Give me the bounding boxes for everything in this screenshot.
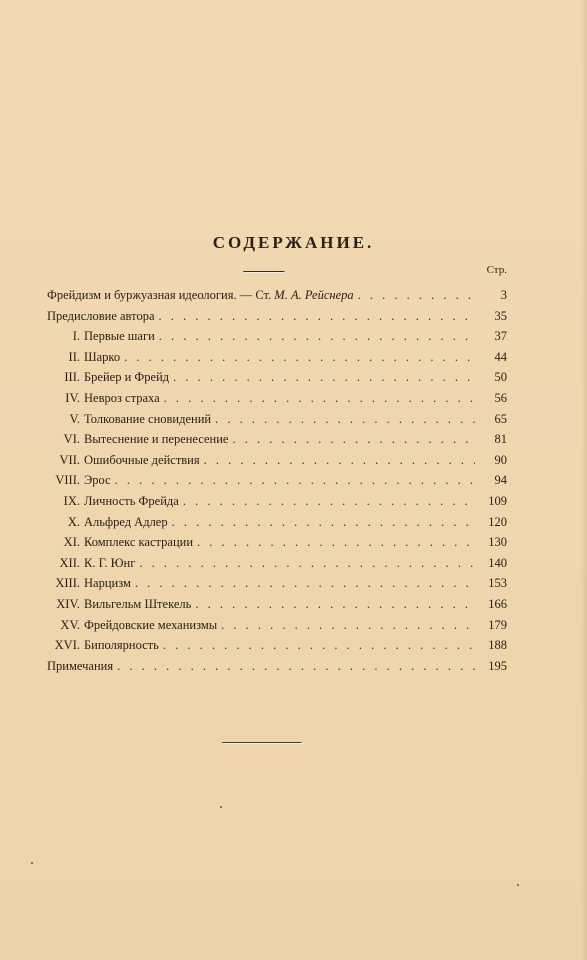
page-number: 153 xyxy=(488,576,507,591)
toc-entry xyxy=(47,535,507,556)
dot-leader xyxy=(232,432,475,447)
dot-leader xyxy=(195,597,475,612)
chapter-number: II. xyxy=(68,349,80,364)
page-number: 179 xyxy=(488,617,507,632)
page-number: 120 xyxy=(488,514,507,529)
page-number: 94 xyxy=(494,473,507,488)
dot-leader xyxy=(197,535,475,550)
page-title: СОДЕРЖАНИЕ. xyxy=(212,233,375,252)
chapter-number: XI. xyxy=(63,535,80,550)
page-number: 109 xyxy=(488,493,507,508)
dot-leader xyxy=(358,288,475,303)
page-number: 140 xyxy=(488,555,507,570)
dot-leader xyxy=(164,391,475,406)
paper-speck xyxy=(220,806,222,808)
bottom-divider xyxy=(222,742,302,744)
dot-leader xyxy=(204,453,475,468)
chapter-number: X. xyxy=(67,514,80,529)
entry-title-text: Нарцизм xyxy=(84,576,131,591)
chapter-number: V. xyxy=(69,411,80,426)
entry-title xyxy=(84,638,159,653)
dot-leader xyxy=(135,576,475,591)
toc-entry xyxy=(47,329,507,350)
toc-entry xyxy=(47,515,507,536)
chapter-number: XIV. xyxy=(56,596,80,611)
entry-title xyxy=(84,494,179,509)
entry-title xyxy=(84,412,211,427)
chapter-number: XVI. xyxy=(54,638,80,653)
page-number: 130 xyxy=(488,535,507,550)
entry-title-text: Шарко xyxy=(84,349,121,364)
entry-title-text: Брейер и Фрейд xyxy=(84,370,170,385)
dot-leader xyxy=(173,370,475,385)
entry-title xyxy=(84,370,169,385)
chapter-number: IV. xyxy=(65,390,80,405)
dot-leader xyxy=(124,350,475,365)
entry-title xyxy=(47,659,113,674)
dot-leader xyxy=(139,556,475,571)
page-number: 195 xyxy=(488,658,507,673)
page-number: 37 xyxy=(494,329,507,344)
chapter-number: IX. xyxy=(63,493,80,508)
entry-title-text: Вытеснение и перенесение xyxy=(84,432,229,447)
chapter-number: I. xyxy=(72,329,80,344)
dot-leader xyxy=(215,412,475,427)
chapter-number: VI. xyxy=(63,432,80,447)
toc-entry xyxy=(47,473,507,494)
entry-title xyxy=(47,309,155,324)
chapter-number: VIII. xyxy=(55,473,80,488)
dot-leader xyxy=(159,309,476,324)
dot-leader xyxy=(183,494,475,509)
chapter-number: XII. xyxy=(59,555,80,570)
entry-title-text: Предисловие автора xyxy=(47,308,155,323)
toc-entry xyxy=(47,597,507,618)
paper-speck xyxy=(31,862,33,864)
entry-title xyxy=(84,515,168,530)
page-number: 188 xyxy=(488,638,507,653)
toc-entry xyxy=(47,556,507,577)
toc-entry xyxy=(47,453,507,474)
toc-entry xyxy=(47,432,507,453)
entry-title-text: Комплекс кастрации xyxy=(84,535,194,550)
toc-entry xyxy=(47,288,507,309)
page-number: 44 xyxy=(494,349,507,364)
toc-entry xyxy=(47,391,507,412)
chapter-number: XIII. xyxy=(55,576,80,591)
page-number: 65 xyxy=(494,411,507,426)
entry-title-text: Фрейдовские механизмы xyxy=(84,617,218,632)
entry-title xyxy=(84,453,200,468)
entry-author: М. А. Рейснера xyxy=(274,288,354,302)
entry-title-text: Примечания xyxy=(47,658,114,673)
toc-entry xyxy=(47,309,507,330)
entry-title-text: Невроз страха xyxy=(84,390,160,405)
page-number: 81 xyxy=(494,432,507,447)
entry-title xyxy=(84,618,217,633)
entry-title-text: Альфред Адлер xyxy=(84,514,168,529)
entry-title xyxy=(84,391,160,406)
toc-entry xyxy=(47,659,507,680)
page-number: 35 xyxy=(494,308,507,323)
toc-entry xyxy=(47,412,507,433)
toc-entry xyxy=(47,576,507,597)
entry-title-text: Личность Фрейда xyxy=(84,493,179,508)
chapter-number: VII. xyxy=(59,452,80,467)
chapter-number: XV. xyxy=(60,617,80,632)
chapter-number: III. xyxy=(64,370,80,385)
toc-entry xyxy=(47,494,507,515)
entry-title-text: Эрос xyxy=(84,473,111,488)
entry-title-text: Первые шаги xyxy=(84,329,155,344)
dot-leader xyxy=(117,659,475,674)
entry-title xyxy=(47,288,354,303)
page-number: 90 xyxy=(494,452,507,467)
toc-entry xyxy=(47,370,507,391)
entry-title-text: Фрейдизм и буржуазная идеология. — Ст. xyxy=(47,288,275,302)
entry-title-text: Толкование сновидений xyxy=(84,411,212,426)
entry-title xyxy=(84,576,131,591)
dot-leader xyxy=(172,515,475,530)
page-number: 166 xyxy=(488,596,507,611)
entry-title xyxy=(84,535,193,550)
title-divider xyxy=(243,271,285,273)
entry-title xyxy=(84,432,228,447)
paper-speck xyxy=(517,884,519,886)
entry-title xyxy=(84,329,155,344)
toc-entry xyxy=(47,350,507,371)
entry-title xyxy=(84,597,191,612)
entry-title xyxy=(84,473,111,488)
dot-leader xyxy=(221,618,475,633)
toc-entry xyxy=(47,638,507,659)
dot-leader xyxy=(163,638,475,653)
table-of-contents xyxy=(47,288,507,679)
page-number: 50 xyxy=(494,370,507,385)
dot-leader xyxy=(115,473,475,488)
entry-title-text: Ошибочные действия xyxy=(84,452,200,467)
page-number: 56 xyxy=(494,390,507,405)
toc-entry xyxy=(47,618,507,639)
entry-title-text: К. Г. Юнг xyxy=(84,555,136,570)
entry-title-text: Вильгельм Штекель xyxy=(84,596,192,611)
page-column-header: Стр. xyxy=(486,264,507,276)
entry-title-text: Биполярность xyxy=(84,638,159,653)
dot-leader xyxy=(159,329,475,344)
entry-title xyxy=(84,350,120,365)
page-number: 3 xyxy=(500,288,507,302)
entry-title xyxy=(84,556,135,571)
